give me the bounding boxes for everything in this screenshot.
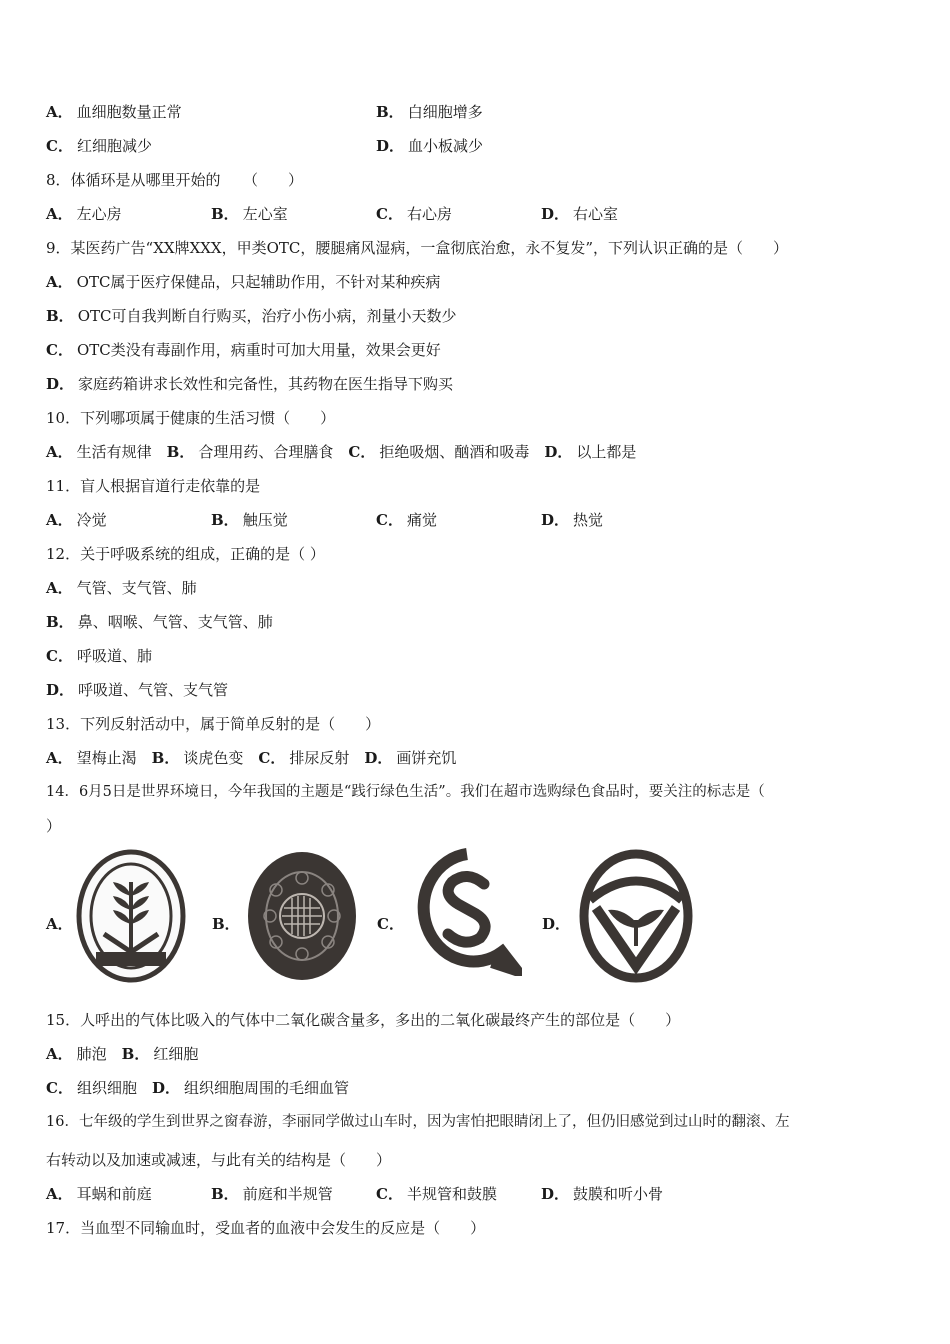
- q7-option-a: 血细胞数量正常: [76, 103, 182, 121]
- q10-option-a: 生活有规律: [76, 443, 152, 461]
- q14-label-a: A．: [46, 915, 73, 933]
- option-label: A．: [46, 1045, 73, 1063]
- option-label: D．: [46, 681, 75, 699]
- option-label: A．: [46, 579, 73, 597]
- q16-option-b: 前庭和半规管: [242, 1185, 333, 1203]
- option-label: C．: [348, 443, 376, 461]
- option-label: A．: [46, 103, 73, 121]
- q9-option-b: OTC可自我判断自行购买，治疗小伤小病，剂量小天数少: [77, 307, 457, 325]
- q15-option-d: 组织细胞周围的毛细血管: [184, 1079, 350, 1097]
- option-label: B．: [121, 1045, 150, 1063]
- q16-option-d: 鼓膜和听小骨: [573, 1185, 664, 1203]
- q15-option-b: 红细胞: [153, 1045, 199, 1063]
- q15-option-c: 组织细胞: [76, 1079, 137, 1097]
- option-label: D．: [151, 1079, 180, 1097]
- option-label: D．: [46, 375, 75, 393]
- q13-option-b: 谈虎色变: [183, 749, 244, 767]
- q7-option-d: 血小板减少: [408, 137, 484, 155]
- q14-label-c: C．: [377, 915, 404, 933]
- q8-stem: 8．体循环是从哪里开始的 （ ）: [46, 171, 304, 189]
- q13-stem: 13．下列反射活动中，属于简单反射的是（ ）: [46, 715, 381, 733]
- q12-option-a-row: [46, 576, 197, 600]
- option-label: A．: [46, 273, 73, 291]
- q11-stem: 11．盲人根据盲道行走依靠的是: [46, 477, 261, 495]
- option-label: C．: [258, 749, 286, 767]
- q14-stem-line2: ）: [46, 817, 62, 835]
- q14-label-d: D．: [542, 915, 571, 933]
- q9-option-c: OTC类没有毒副作用，病重时可加大用量，效果会更好: [76, 341, 441, 359]
- option-label: B．: [376, 103, 404, 121]
- q10-options: [46, 440, 636, 464]
- q10-option-c: 拒绝吸烟、酗酒和吸毒: [379, 443, 530, 461]
- q11-option-d: 热觉: [573, 511, 604, 529]
- q7-option-c: 红细胞减少: [76, 137, 152, 155]
- q8-option-b: 左心室: [242, 205, 288, 223]
- q16-stem-line2: 右转动以及加速或减速，与此有关的结构是（ ）: [46, 1151, 392, 1169]
- option-label: D．: [376, 137, 405, 155]
- q8-option-a: 左心房: [76, 205, 122, 223]
- q15-options-row1: [46, 1042, 198, 1066]
- option-label: D．: [541, 511, 570, 529]
- q10-stem: 10．下列哪项属于健康的生活习惯（ ）: [46, 409, 336, 427]
- option-label: B．: [46, 613, 74, 631]
- q9-option-a: OTC属于医疗保健品，只起辅助作用，不针对某种疾病: [76, 273, 441, 291]
- q9-option-a-row: [46, 270, 440, 294]
- q11-option-b: 触压觉: [242, 511, 288, 529]
- option-label: A．: [46, 511, 73, 529]
- q9-option-b-row: [46, 304, 456, 328]
- q12-option-b: 鼻、咽喉、气管、支气管、肺: [77, 613, 273, 631]
- option-label: C．: [376, 1185, 403, 1203]
- q17-stem: 17．当血型不同输血时，受血者的血液中会发生的反应是（ ）: [46, 1219, 486, 1237]
- q9-stem: 9．某医药广告“XX牌XXX，甲类OTC，腰腿痛风湿病，一盒彻底治愈，永不复发”，下列认识正确的是（ ）: [46, 239, 789, 257]
- option-label: D．: [541, 205, 570, 223]
- green-food-logo-icon: [76, 848, 186, 984]
- option-label: A．: [46, 1185, 73, 1203]
- q15-stem: 15．人呼出的气体比吸入的气体中二氧化碳含量多，多出的二氧化碳最终产生的部位是（ ）: [46, 1011, 681, 1029]
- q12-stem: 12．关于呼吸系统的组成，正确的是（ ）: [46, 545, 325, 563]
- q12-option-c: 呼吸道、肺: [76, 647, 152, 665]
- q12-option-d-row: [46, 678, 228, 702]
- q11-option-c: 痛觉: [406, 511, 437, 529]
- pollution-free-product-icon: [578, 848, 694, 984]
- q12-option-b-row: [46, 610, 273, 634]
- option-label: D．: [364, 749, 393, 767]
- q11-option-a: 冷觉: [76, 511, 107, 529]
- option-label: D．: [541, 1185, 570, 1203]
- option-label: A．: [46, 205, 73, 223]
- q12-option-c-row: [46, 644, 152, 668]
- q14-label-b: B．: [212, 915, 240, 933]
- option-label: A．: [46, 749, 73, 767]
- option-label: B．: [151, 749, 180, 767]
- option-label: B．: [211, 511, 239, 529]
- q13-options: [46, 746, 456, 770]
- q7-option-b: 白细胞增多: [407, 103, 483, 121]
- q14-stem-line1: 14．6月5日是世界环境日，今年我国的主题是“践行绿色生活”。我们在超市选购绿色食品时，要关注的标志是（: [46, 784, 765, 800]
- option-label: C．: [376, 205, 403, 223]
- qs-quality-mark-icon: [412, 848, 522, 976]
- option-label: A．: [46, 443, 73, 461]
- q12-option-a: 气管、支气管、肺: [76, 579, 197, 597]
- option-label: C．: [46, 647, 73, 665]
- q15-option-a: 肺泡: [76, 1045, 107, 1063]
- q9-option-c-row: [46, 338, 441, 362]
- option-label: B．: [46, 307, 74, 325]
- option-label: B．: [166, 443, 195, 461]
- option-label: C．: [376, 511, 403, 529]
- q16-option-c: 半规管和鼓膜: [406, 1185, 497, 1203]
- q9-option-d-row: [46, 372, 453, 396]
- organic-food-seal-icon: [246, 848, 358, 984]
- q9-option-d: 家庭药箱讲求长效性和完备性，其药物在医生指导下购买: [78, 375, 454, 393]
- option-label: C．: [46, 137, 73, 155]
- q13-option-a: 望梅止渴: [76, 749, 137, 767]
- option-label: B．: [211, 1185, 239, 1203]
- q15-options-row2: [46, 1076, 349, 1100]
- q8-option-c: 右心房: [406, 205, 452, 223]
- q10-option-d: 以上都是: [576, 443, 637, 461]
- q10-option-b: 合理用药、合理膳食: [198, 443, 334, 461]
- q16-option-a: 耳蜗和前庭: [76, 1185, 152, 1203]
- option-label: D．: [544, 443, 573, 461]
- q13-option-d: 画饼充饥: [396, 749, 457, 767]
- option-label: C．: [46, 1079, 73, 1097]
- q12-option-d: 呼吸道、气管、支气管: [78, 681, 229, 699]
- q8-option-d: 右心室: [573, 205, 619, 223]
- option-label: C．: [46, 341, 73, 359]
- q13-option-c: 排尿反射: [289, 749, 350, 767]
- option-label: B．: [211, 205, 239, 223]
- q16-stem-line1: 16．七年级的学生到世界之窗春游，李丽同学做过山车时，因为害怕把眼睛闭上了，但仍旧感觉到过山时的翻滚、左: [46, 1114, 790, 1130]
